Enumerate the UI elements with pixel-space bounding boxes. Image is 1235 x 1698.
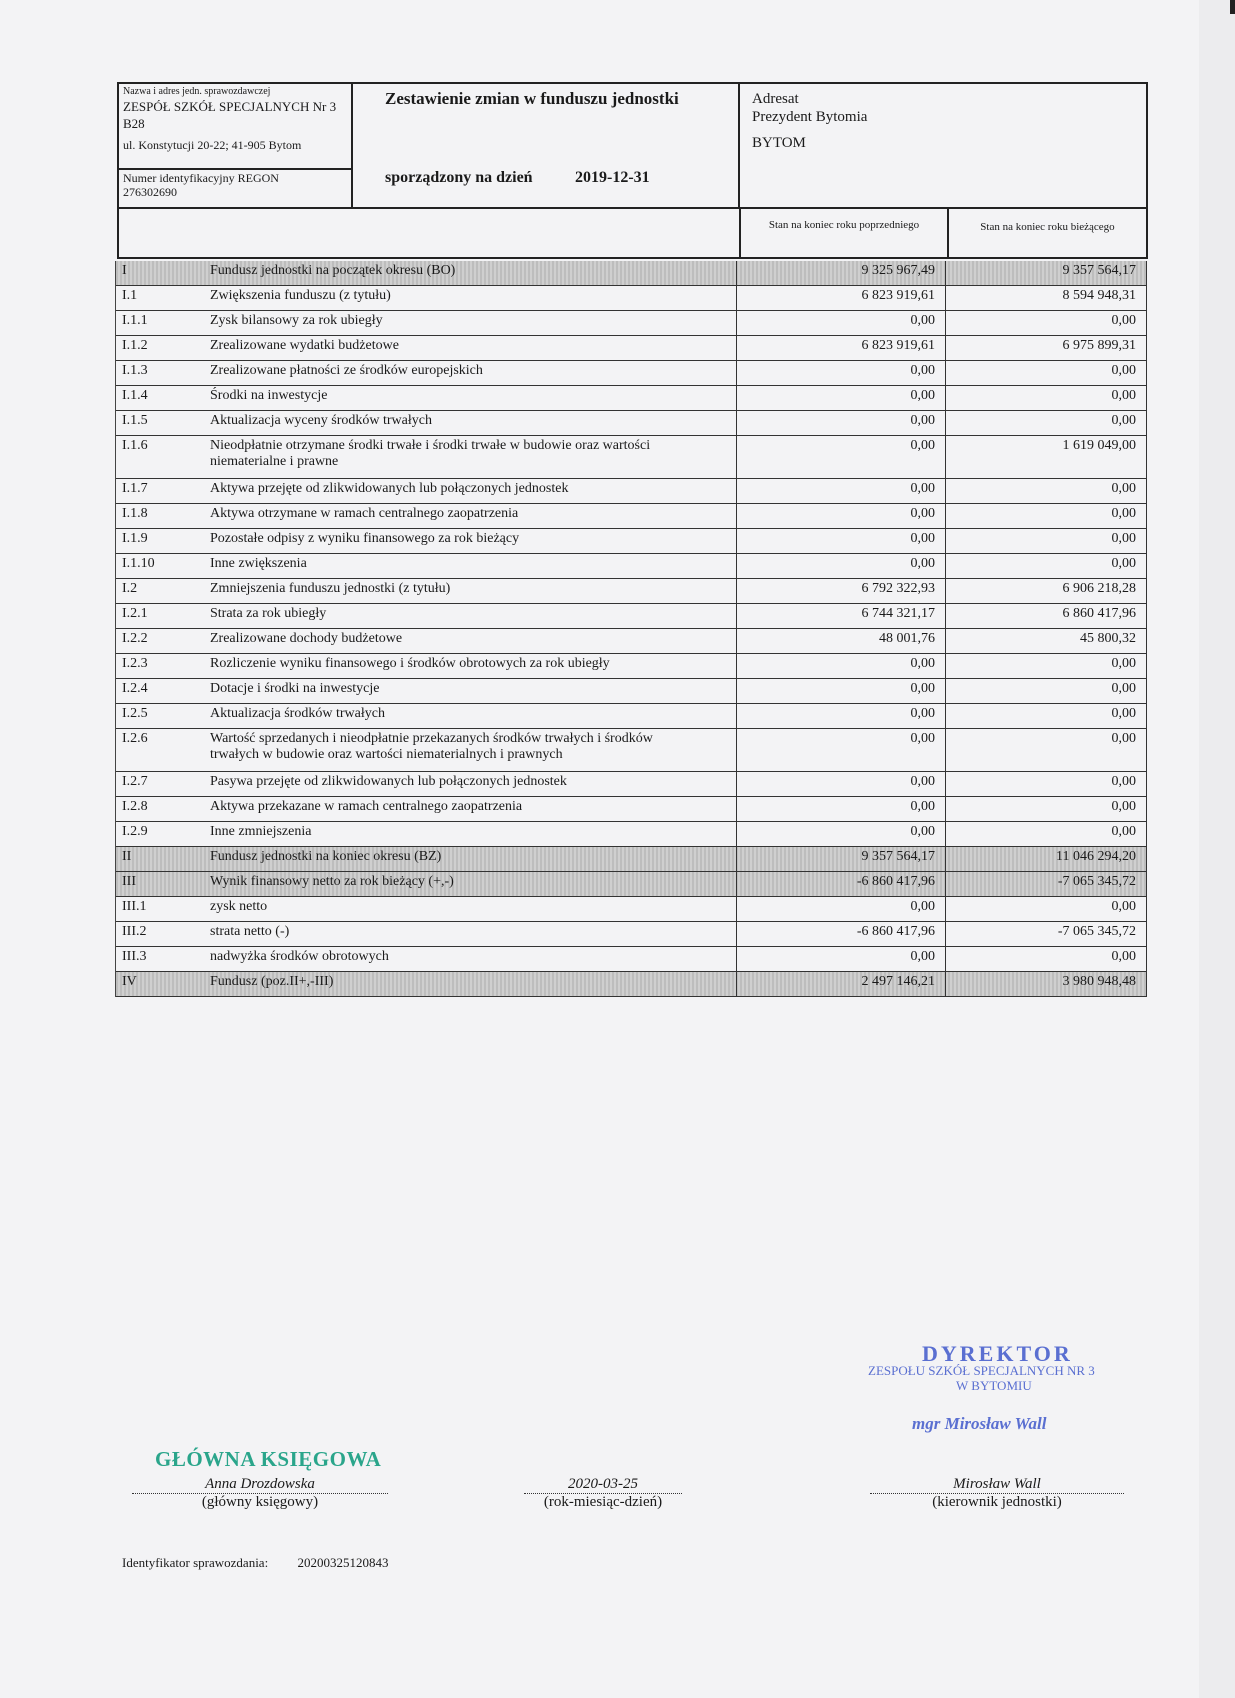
column-header-curr: Stan na koniec roku bieżącego [980,221,1115,233]
row-description: Pasywa przejęte od zlikwidowanych lub połączonych jednostek [210,774,567,789]
value-curr-year: 0,00 [946,704,1147,728]
row-number: IV [122,974,137,989]
row-description: strata netto (-) [210,924,290,939]
value-curr-year: 0,00 [946,772,1147,796]
table-row [116,972,1147,997]
value-prev-year: 0,00 [736,947,946,971]
value-prev-year: 0,00 [736,797,946,821]
table-row [116,554,1147,579]
table-row [116,679,1147,704]
table-row [116,772,1147,797]
table-row [116,654,1147,679]
table-row [116,479,1147,504]
report-id-label: Identyfikator sprawozdania: [122,1555,269,1570]
value-curr-year: 9 357 564,17 [946,261,1147,285]
row-number: I [122,263,127,278]
row-number: I.2.7 [122,774,148,789]
row-description: Aktualizacja środków trwałych [210,706,385,721]
value-curr-year: -7 065 345,72 [946,922,1147,946]
value-curr-year: 0,00 [946,947,1147,971]
date-label: sporządzony na dzień [385,169,533,186]
row-description: Zrealizowane dochody budżetowe [210,631,403,646]
report-date: 2019-12-31 [575,169,650,186]
row-number: III [122,874,136,889]
row-description: Zwiększenia funduszu (z tytułu) [210,288,391,303]
value-curr-year: 0,00 [946,529,1147,553]
value-prev-year: 0,00 [736,311,946,335]
value-curr-year: 0,00 [946,386,1147,410]
row-description: Zmniejszenia funduszu jednostki (z tytułu) [210,581,451,596]
table-row [116,361,1147,386]
value-curr-year: 0,00 [946,479,1147,503]
unit-address: ul. Konstytucji 20-22; 41-905 Bytom [123,138,302,152]
unit-name-box [119,84,353,170]
value-curr-year: 11 046 294,20 [946,847,1147,871]
unit-info [119,84,353,207]
accountant-signature [132,1476,388,1511]
table-row [116,797,1147,822]
row-description: Zrealizowane wydatki budżetowe [210,338,399,353]
fund-changes-table [115,261,1147,997]
value-curr-year: 0,00 [946,897,1147,921]
row-number: III.3 [122,949,147,964]
table-row [116,411,1147,436]
value-prev-year: -6 860 417,96 [736,872,946,896]
value-curr-year: 0,00 [946,311,1147,335]
table-row [116,311,1147,336]
value-curr-year: 0,00 [946,361,1147,385]
report-title: Zestawienie zmian w funduszu jednostki [385,89,679,108]
row-description: nadwyżka środków obrotowych [210,949,389,964]
row-number: I.1.1 [122,313,148,328]
value-prev-year: 0,00 [736,504,946,528]
row-number: III.2 [122,924,147,939]
director-stamp-unit: ZESPOŁU SZKÓŁ SPECJALNYCH NR 3 [868,1363,1095,1378]
accountant-name: Anna Drozdowska [132,1476,388,1494]
value-prev-year: 0,00 [736,704,946,728]
director-stamp-name: mgr Mirosław Wall [912,1414,1047,1433]
addressee-box [752,90,867,152]
row-description: Fundusz jednostki na początek okresu (BO) [210,263,456,278]
value-curr-year: 6 860 417,96 [946,604,1147,628]
row-number: I.1.8 [122,506,148,521]
value-prev-year: 0,00 [736,729,946,771]
row-description: Aktualizacja wyceny środków trwałych [210,413,432,428]
value-prev-year: 0,00 [736,386,946,410]
row-number: I.1.2 [122,338,148,353]
row-number: I.2.5 [122,706,148,721]
row-number: III.1 [122,899,147,914]
report-id-value: 20200325120843 [297,1555,389,1570]
director-stamp-title: DYREKTOR [922,1341,1073,1366]
manager-signature [870,1476,1124,1511]
unit-name: ZESPÓŁ SZKÓŁ SPECJALNYCH Nr 3 B28 [123,99,337,131]
value-prev-year: 0,00 [736,654,946,678]
table-row [116,922,1147,947]
value-curr-year: 0,00 [946,679,1147,703]
unit-label: Nazwa i adres jedn. sprawozdawczej [123,86,271,97]
row-description: Strata za rok ubiegły [210,606,327,621]
row-description: Inne zwiększenia [210,556,307,571]
row-description: Wartość sprzedanych i nieodpłatnie przekazanych środków trwałych i środków trwałych w budowie oraz wartości niematerialnych i prawnych [210,731,653,762]
table-row [116,629,1147,654]
report-signed-date: 2020-03-25 [524,1476,682,1494]
regon-value: 276302690 [123,185,177,199]
addressee-city: BYTOM [752,135,806,151]
addressee: Prezydent Bytomia [752,109,868,125]
table-row [116,822,1147,847]
row-description: Zrealizowane płatności ze środków europejskich [210,363,483,378]
table-row [116,386,1147,411]
value-curr-year: 0,00 [946,504,1147,528]
value-prev-year: 0,00 [736,436,946,478]
table-row [116,872,1147,897]
row-number: I.1.4 [122,388,148,403]
value-curr-year: 6 975 899,31 [946,336,1147,360]
table-row [116,436,1147,479]
row-number: I.2 [122,581,138,596]
manager-role: (kierownik jednostki) [932,1494,1062,1510]
row-description: Fundusz jednostki na koniec okresu (BZ) [210,849,442,864]
value-prev-year: 0,00 [736,822,946,846]
value-prev-year: 0,00 [736,529,946,553]
row-number: I.2.8 [122,799,148,814]
table-row [116,286,1147,311]
accountant-role: (główny księgowy) [201,1494,319,1510]
value-curr-year: 0,00 [946,411,1147,435]
row-description: Aktywa przejęte od zlikwidowanych lub połączonych jednostek [210,481,569,496]
value-curr-year: 8 594 948,31 [946,286,1147,310]
value-prev-year: 0,00 [736,897,946,921]
value-curr-year: 3 980 948,48 [946,972,1147,996]
row-description: Rozliczenie wyniku finansowego i środków obrotowych za rok ubiegły [210,656,610,671]
table-row [116,729,1147,772]
table-row [116,529,1147,554]
row-number: I.1.3 [122,363,148,378]
value-prev-year: 6 792 322,93 [736,579,946,603]
value-prev-year: 6 823 919,61 [736,336,946,360]
table-row [116,579,1147,604]
table-row [116,847,1147,872]
manager-name: Mirosław Wall [870,1476,1124,1494]
row-description: Aktywa otrzymane w ramach centralnego zaopatrzenia [210,506,519,521]
row-description: zysk netto [210,899,268,914]
column-header-prev: Stan na koniec roku poprzedniego [739,209,949,257]
value-prev-year: 48 001,76 [736,629,946,653]
row-number: I.1.7 [122,481,148,496]
value-prev-year: 0,00 [736,479,946,503]
table-row [116,261,1147,286]
row-description: Wynik finansowy netto za rok bieżący (+,-) [210,874,454,889]
value-prev-year: 9 325 967,49 [736,261,946,285]
value-curr-year: 6 906 218,28 [946,579,1147,603]
value-prev-year: 9 357 564,17 [736,847,946,871]
value-prev-year: -6 860 417,96 [736,922,946,946]
row-number: I.1 [122,288,138,303]
title-box [353,84,740,207]
row-description: Środki na inwestycje [210,388,328,403]
value-prev-year: 2 497 146,21 [736,972,946,996]
row-number: I.2.6 [122,731,148,746]
value-prev-year: 6 823 919,61 [736,286,946,310]
row-number: I.2.2 [122,631,148,646]
value-prev-year: 0,00 [736,679,946,703]
value-prev-year: 0,00 [736,411,946,435]
row-number: I.2.1 [122,606,148,621]
accountant-stamp: GŁÓWNA KSIĘGOWA [155,1447,382,1471]
value-curr-year: 0,00 [946,822,1147,846]
row-description: Nieodpłatnie otrzymane środki trwałe i środki trwałe w budowie oraz wartości niematerialne i prawne [210,438,651,469]
table-row [116,704,1147,729]
row-description: Dotacje i środki na inwestycje [210,681,380,696]
regon-box [119,168,353,207]
director-stamp-city: W BYTOMIU [956,1378,1032,1393]
value-prev-year: 0,00 [736,772,946,796]
table-row [116,897,1147,922]
row-description: Fundusz (poz.II+,-III) [210,974,334,989]
value-curr-year: 0,00 [946,797,1147,821]
row-number: II [122,849,132,864]
table-row [116,604,1147,629]
value-curr-year: 0,00 [946,654,1147,678]
report-date-signature [524,1476,682,1511]
value-curr-year: -7 065 345,72 [946,872,1147,896]
report-identifier [122,1555,388,1571]
row-number: I.2.4 [122,681,148,696]
value-prev-year: 6 744 321,17 [736,604,946,628]
row-number: I.1.9 [122,531,148,546]
table-row [116,504,1147,529]
row-description: Aktywa przekazane w ramach centralnego zaopatrzenia [210,799,523,814]
row-number: I.2.3 [122,656,148,671]
value-curr-year: 1 619 049,00 [946,436,1147,478]
value-curr-year: 0,00 [946,554,1147,578]
report-header [117,82,1148,209]
page-edge [1199,0,1235,1698]
row-description: Inne zmniejszenia [210,824,312,839]
date-format-label: (rok-miesiąc-dzień) [543,1494,663,1510]
row-number: I.1.6 [122,438,148,453]
table-row [116,336,1147,361]
row-number: I.1.10 [122,556,155,571]
value-curr-year: 45 800,32 [946,629,1147,653]
row-description: Zysk bilansowy za rok ubiegły [210,313,383,328]
value-prev-year: 0,00 [736,361,946,385]
page-corner-mark [1230,0,1235,14]
value-prev-year: 0,00 [736,554,946,578]
table-row [116,947,1147,972]
column-header-row [117,209,1148,259]
addressee-label: Adresat [752,91,799,107]
row-number: I.1.5 [122,413,148,428]
regon-label: Numer identyfikacyjny REGON [123,171,279,185]
row-number: I.2.9 [122,824,148,839]
value-curr-year: 0,00 [946,729,1147,771]
row-description: Pozostałe odpisy z wyniku finansowego za rok bieżący [210,531,520,546]
